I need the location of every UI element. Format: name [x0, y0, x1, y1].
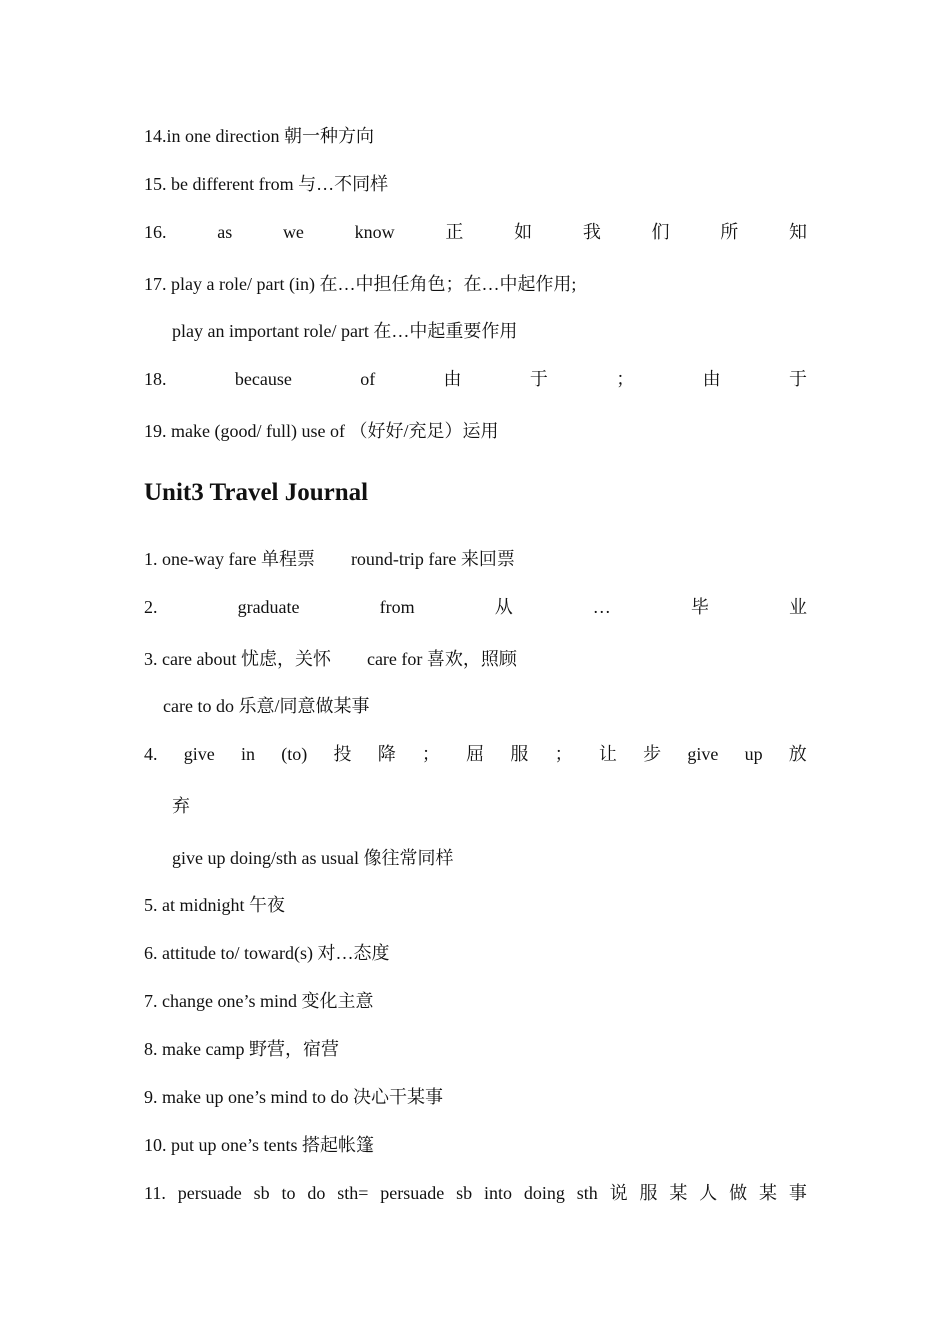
unit3-line-7: 7. change one’s mind 变化主意: [144, 991, 374, 1011]
word: ；: [616, 369, 635, 389]
unit3-line-4-wrap: 弃: [172, 796, 190, 816]
phrase-line-16: [144, 220, 807, 244]
unit3-line-6: 6. attitude to/ toward(s) 对…态度: [144, 943, 390, 963]
word: 于: [529, 369, 548, 389]
word: sb: [456, 1183, 473, 1203]
word: 由: [443, 369, 462, 389]
word: ；: [421, 744, 440, 764]
phrase-line-19: 19. make (good/ full) use of （好好/充足）运用: [144, 421, 499, 441]
word: 降: [377, 744, 396, 764]
word: 从: [494, 597, 513, 617]
unit3-line-11: [144, 1181, 807, 1205]
phrase-line-14: 14.in one direction 朝一种方向: [144, 126, 374, 146]
word: 18.: [144, 369, 167, 389]
word: to: [281, 1183, 296, 1203]
unit3-line-4-continued: give up doing/sth as usual 像往常同样: [172, 848, 454, 868]
word: as: [217, 222, 233, 242]
word: 我: [582, 222, 601, 242]
word: because: [234, 369, 292, 389]
word: graduate: [237, 597, 300, 617]
word: know: [354, 222, 395, 242]
unit3-line-1: 1. one-way fare 单程票 round-trip fare 来回票: [144, 549, 515, 569]
word: 正: [445, 222, 464, 242]
word: of: [360, 369, 376, 389]
unit3-line-3-continued: care to do 乐意/同意做某事: [163, 696, 370, 716]
word: 如: [514, 222, 533, 242]
word: we: [282, 222, 304, 242]
word: give: [183, 744, 215, 764]
word: 某: [669, 1183, 688, 1203]
word: 人: [699, 1183, 718, 1203]
phrase-line-18: [144, 367, 807, 391]
word: ；: [554, 744, 573, 764]
phrase-line-17: 17. play a role/ part (in) 在…中担任角色；在…中起作用;: [144, 274, 577, 294]
word: 16.: [144, 222, 167, 242]
word: …: [592, 597, 611, 617]
phrase-line-17-continued: play an important role/ part 在…中起重要作用: [172, 321, 518, 341]
unit-heading: Unit3 Travel Journal: [144, 479, 369, 506]
phrase-line-15: 15. be different from 与…不同样: [144, 174, 389, 194]
word: 某: [759, 1183, 778, 1203]
word: 知: [788, 222, 807, 242]
word: 事: [788, 1183, 807, 1203]
word: up: [744, 744, 763, 764]
word: 说: [609, 1183, 628, 1203]
word: 做: [729, 1183, 748, 1203]
word: into: [484, 1183, 513, 1203]
unit3-line-4: [144, 742, 807, 766]
word: persuade: [177, 1183, 242, 1203]
word: in: [240, 744, 255, 764]
unit3-line-10: 10. put up one’s tents 搭起帐篷: [144, 1135, 374, 1155]
word: 业: [788, 597, 807, 617]
word: 屈: [466, 744, 485, 764]
unit3-line-8: 8. make camp 野营，宿营: [144, 1039, 339, 1059]
word: 由: [702, 369, 721, 389]
word: from: [379, 597, 415, 617]
word: 投: [333, 744, 352, 764]
word: 4.: [144, 744, 158, 764]
word: sb: [253, 1183, 270, 1203]
word: 们: [651, 222, 670, 242]
word: 11.: [144, 1183, 166, 1203]
word: 2.: [144, 597, 158, 617]
unit3-line-9: 9. make up one’s mind to do 决心干某事: [144, 1087, 443, 1107]
word: sth: [576, 1183, 598, 1203]
word: give: [687, 744, 719, 764]
word: doing: [523, 1183, 565, 1203]
word: 毕: [690, 597, 709, 617]
word: persuade: [380, 1183, 445, 1203]
word: 放: [788, 744, 807, 764]
unit3-line-5: 5. at midnight 午夜: [144, 895, 285, 915]
word: 让: [598, 744, 617, 764]
word: (to): [281, 744, 308, 764]
word: 步: [643, 744, 662, 764]
unit3-line-3: 3. care about 忧虑，关怀 care for 喜欢，照顾: [144, 649, 517, 669]
word: 于: [788, 369, 807, 389]
word: 服: [639, 1183, 658, 1203]
word: 所: [720, 222, 739, 242]
word: do: [307, 1183, 326, 1203]
word: sth=: [337, 1183, 369, 1203]
unit3-line-2: [144, 595, 807, 619]
word: 服: [510, 744, 529, 764]
